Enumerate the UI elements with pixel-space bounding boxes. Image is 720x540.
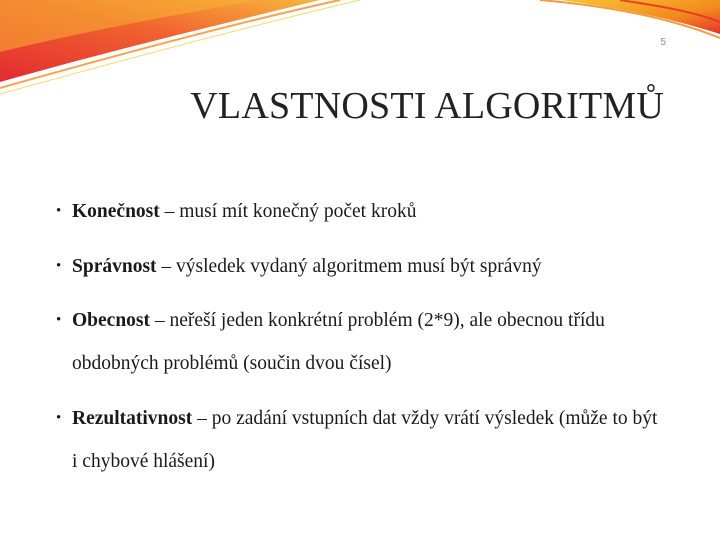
bullet-item-obecnost xyxy=(56,299,666,385)
bullet-text: – výsledek vydaný algoritmem musí být správný xyxy=(156,256,542,277)
bullet-term: Správnost xyxy=(72,256,157,277)
bullet-term: Obecnost xyxy=(72,310,150,331)
slide-title: VLASTNOSTI ALGORITMŮ xyxy=(190,85,664,127)
bullet-item-rezultativnost xyxy=(56,397,666,483)
bullet-marker: • xyxy=(56,312,62,328)
bullet-text: – neřeší jeden konkrétní problém (2*9), ale obecnou třídu obdobných problémů (součin dvou čísel) xyxy=(72,310,605,374)
bullet-item-konecnost xyxy=(56,190,666,233)
bullet-text: – musí mít konečný počet kroků xyxy=(159,201,417,222)
bullet-marker: • xyxy=(56,203,62,219)
bullet-marker: • xyxy=(56,258,62,274)
bullet-list xyxy=(56,190,666,483)
bullet-text: – po zadání vstupních dat vždy vrátí výsledek (může to být i chybové hlášení) xyxy=(72,408,658,472)
bullet-marker: • xyxy=(56,410,62,426)
bullet-term: Rezultativnost xyxy=(72,408,193,429)
bullet-item-spravnost xyxy=(56,245,666,288)
slide-number: 5 xyxy=(660,37,666,48)
bullet-term: Konečnost xyxy=(72,201,160,222)
